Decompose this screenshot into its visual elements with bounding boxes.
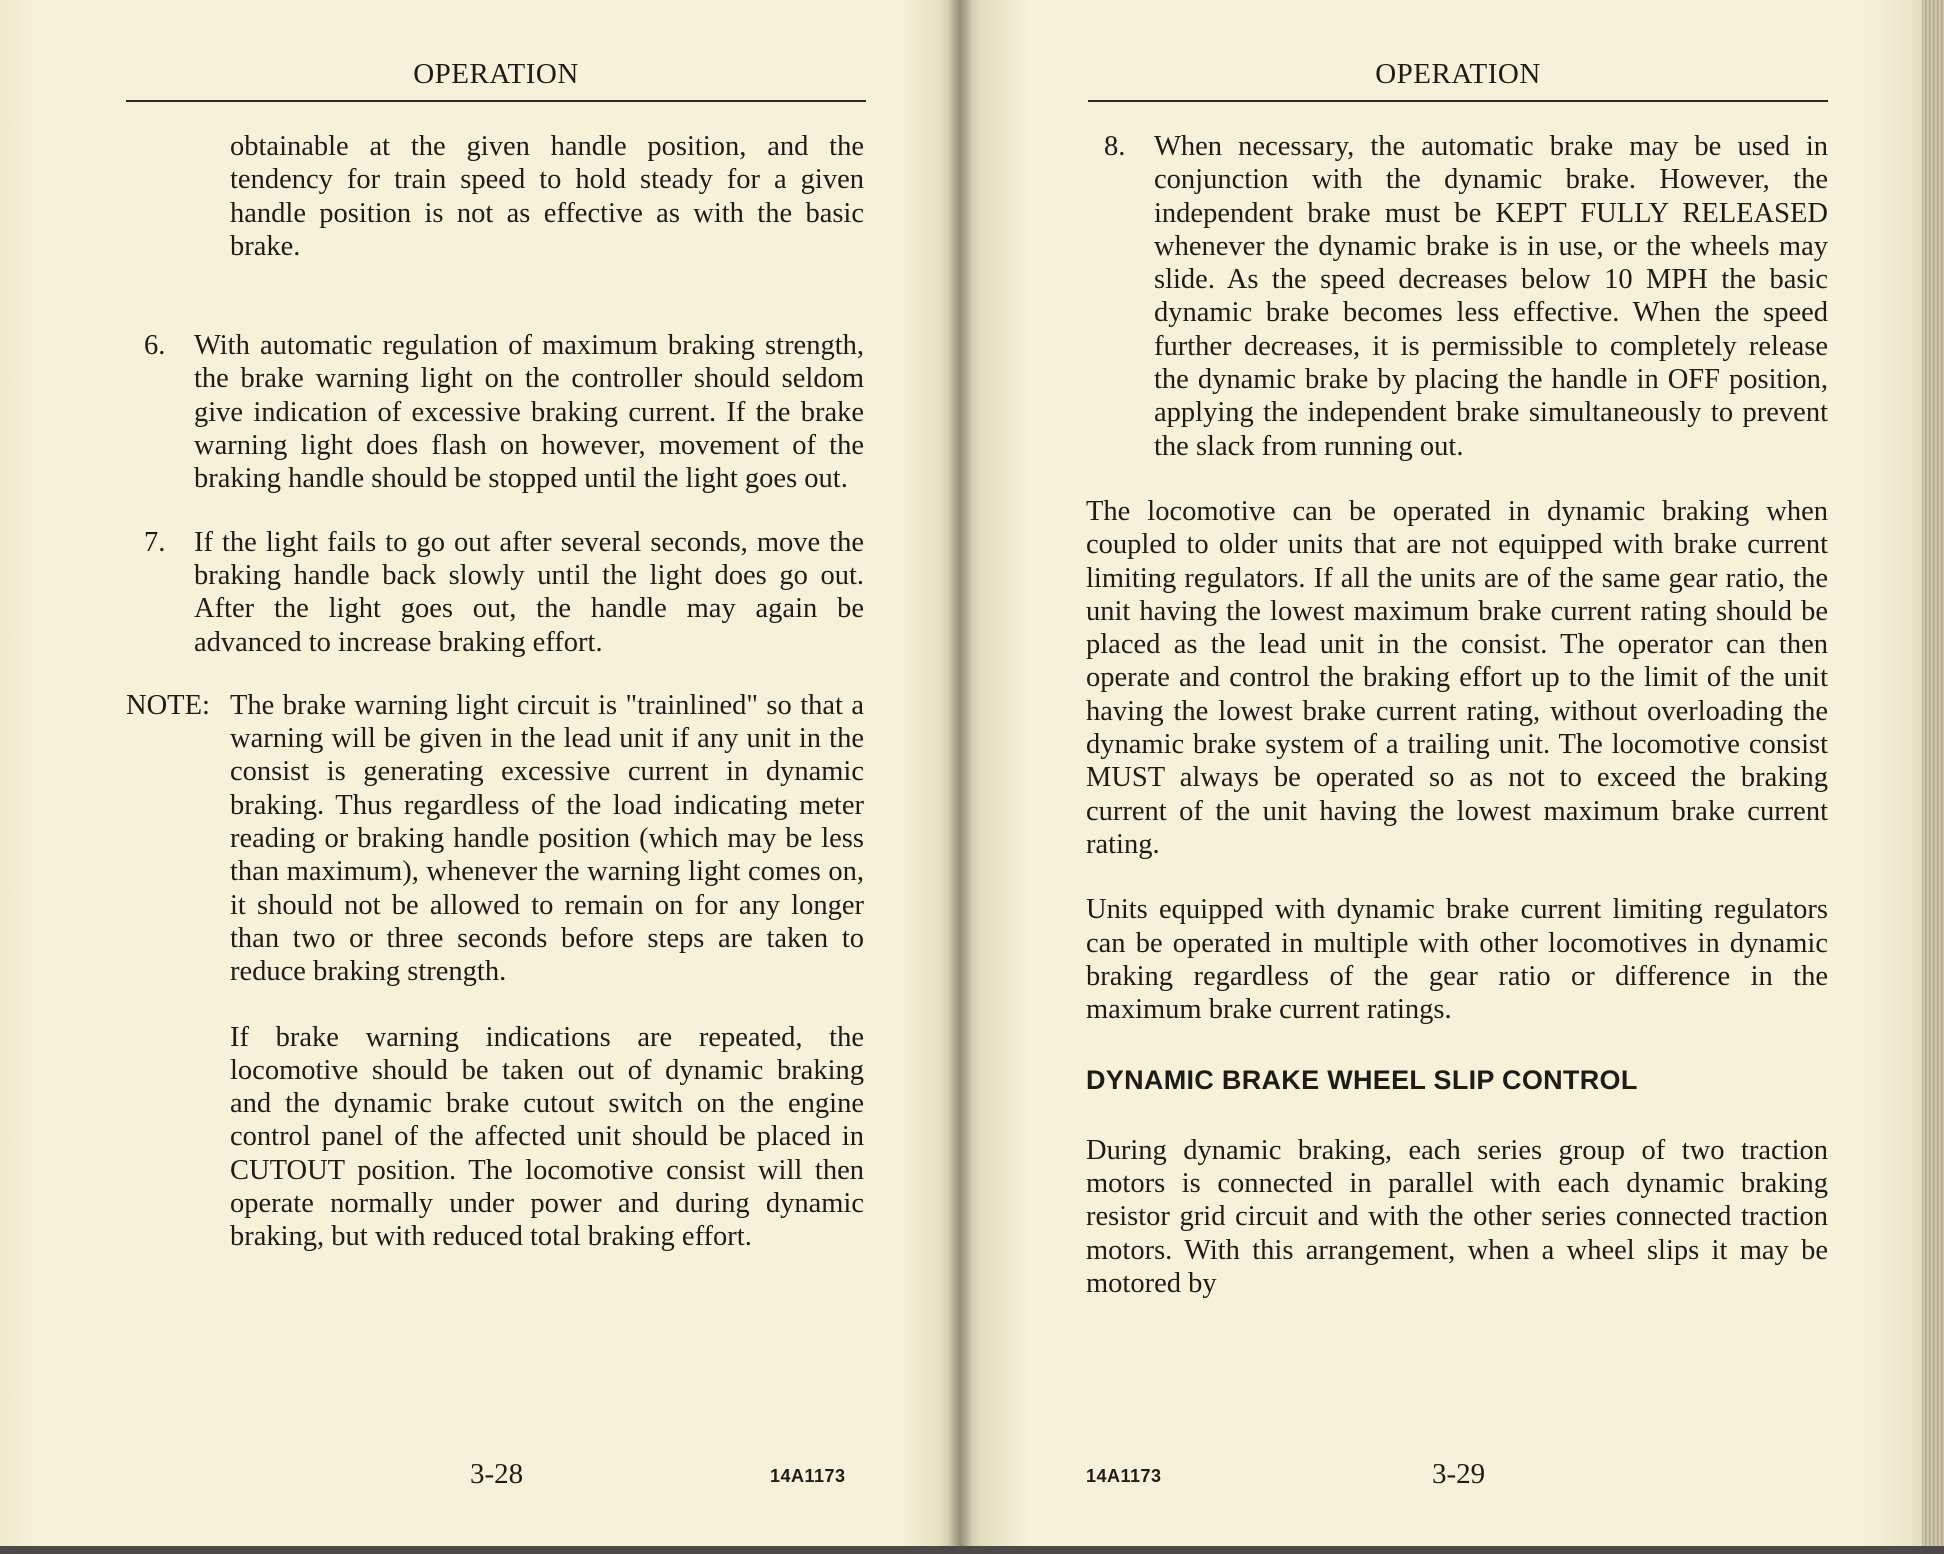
left-page-header — [126, 58, 866, 102]
left-page-number: 3-28 — [470, 1458, 524, 1490]
paragraph-older-units: The locomotive can be operated in dynamic braking when coupled to older units that are not equipped with brake current limiting regulators. If all the units are of the same gear ratio, the unit having the lowest maximum brake current rating should be placed as the lead unit in the consist. The operator can then operate and control the braking effort up to the limit of the unit having the lowest brake current rating, without overloading the dynamic brake system of a trailing unit. The locomotive consist MUST always be operated so as not to exceed the braking current of the unit having the lowest maximum brake current rating. — [1086, 495, 1828, 860]
paragraph-wheel-slip: During dynamic braking, each series group of two traction motors is connected in parallel with each dynamic braking resistor grid circuit and with the other series connected traction motors. With this arrangement, when a wheel slips it may be motored by — [1086, 1134, 1828, 1299]
continuation-paragraph: obtainable at the given handle position, and the tendency for train speed to hold steady for a given handle position is not as effective as with the basic brake. — [230, 131, 864, 262]
list-item-7 — [144, 526, 864, 659]
list-item-text: With automatic regulation of maximum braking strength, the brake warning light on the controller should seldom give indication of excessive braking current. If the brake warning light does flash on however, movement of the braking handle should be stopped until the light goes out. — [194, 330, 864, 495]
note-block — [126, 689, 864, 1254]
book-gutter — [948, 0, 972, 1554]
note-paragraph-2: If brake warning indications are repeated, the locomotive should be taken out of dynamic braking and the dynamic brake cutout switch on the engine control panel of the affected unit should be placed in CUTOUT position. The locomotive consist will then operate normally under power and during dynamic braking, but with reduced total braking effort. — [230, 1021, 864, 1253]
left-page — [0, 0, 960, 1554]
list-item-8 — [1104, 130, 1828, 463]
note-label: NOTE: — [126, 689, 210, 721]
list-item-number: 8. — [1104, 131, 1126, 162]
section-heading: DYNAMIC BRAKE WHEEL SLIP CONTROL — [1086, 1065, 1638, 1096]
paragraph-multiple-units: Units equipped with dynamic brake current limiting regulators can be operated in multiple with other locomotives in dynamic braking regardless of the gear ratio or difference in the maximum brake current ratings. — [1086, 894, 1828, 1026]
right-header-title: OPERATION — [1375, 58, 1541, 90]
left-doc-number: 14A1173 — [770, 1466, 846, 1486]
list-item-number: 6. — [144, 330, 166, 362]
right-page-header — [1088, 58, 1828, 102]
right-page-content — [1086, 130, 1828, 1300]
right-page — [960, 0, 1944, 1554]
list-item-number: 7. — [144, 526, 166, 558]
list-item-text: When necessary, the automatic brake may be used in conjunction with the dynamic brake. However, the independent brake must be KEPT FULLY RELEASED whenever the dynamic brake is in use, or the wheels may slide. As the speed decreases below 10 MPH the basic dynamic brake becomes less effective. When the speed further decreases, it is permissible to completely release the dynamic brake by placing the handle in OFF position, applying the independent brake simultaneously to prevent the slack from running out. — [1154, 131, 1828, 462]
left-header-title: OPERATION — [413, 58, 579, 90]
right-page-number: 3-29 — [1432, 1458, 1486, 1490]
bottom-edge — [0, 1546, 1944, 1554]
list-item-6 — [144, 329, 864, 495]
page-edges — [1922, 0, 1944, 1554]
note-text: The brake warning light circuit is "trainlined" so that a warning will be given in the lead unit if any unit in the consist is generating excessive current in dynamic braking. Thus regardless of the load indicating meter reading or braking handle position (which may be less than maximum), whenever the warning light comes on, it should not be allowed to remain on for any longer than two or three seconds before steps are taken to reduce braking strength. — [230, 689, 864, 988]
list-item-text: If the light fails to go out after several seconds, move the braking handle back slowly until the light does go out. After the light goes out, the handle may again be advanced to increase braking effort. — [194, 526, 864, 658]
left-page-content — [126, 130, 864, 1254]
right-doc-number: 14A1173 — [1086, 1466, 1162, 1486]
